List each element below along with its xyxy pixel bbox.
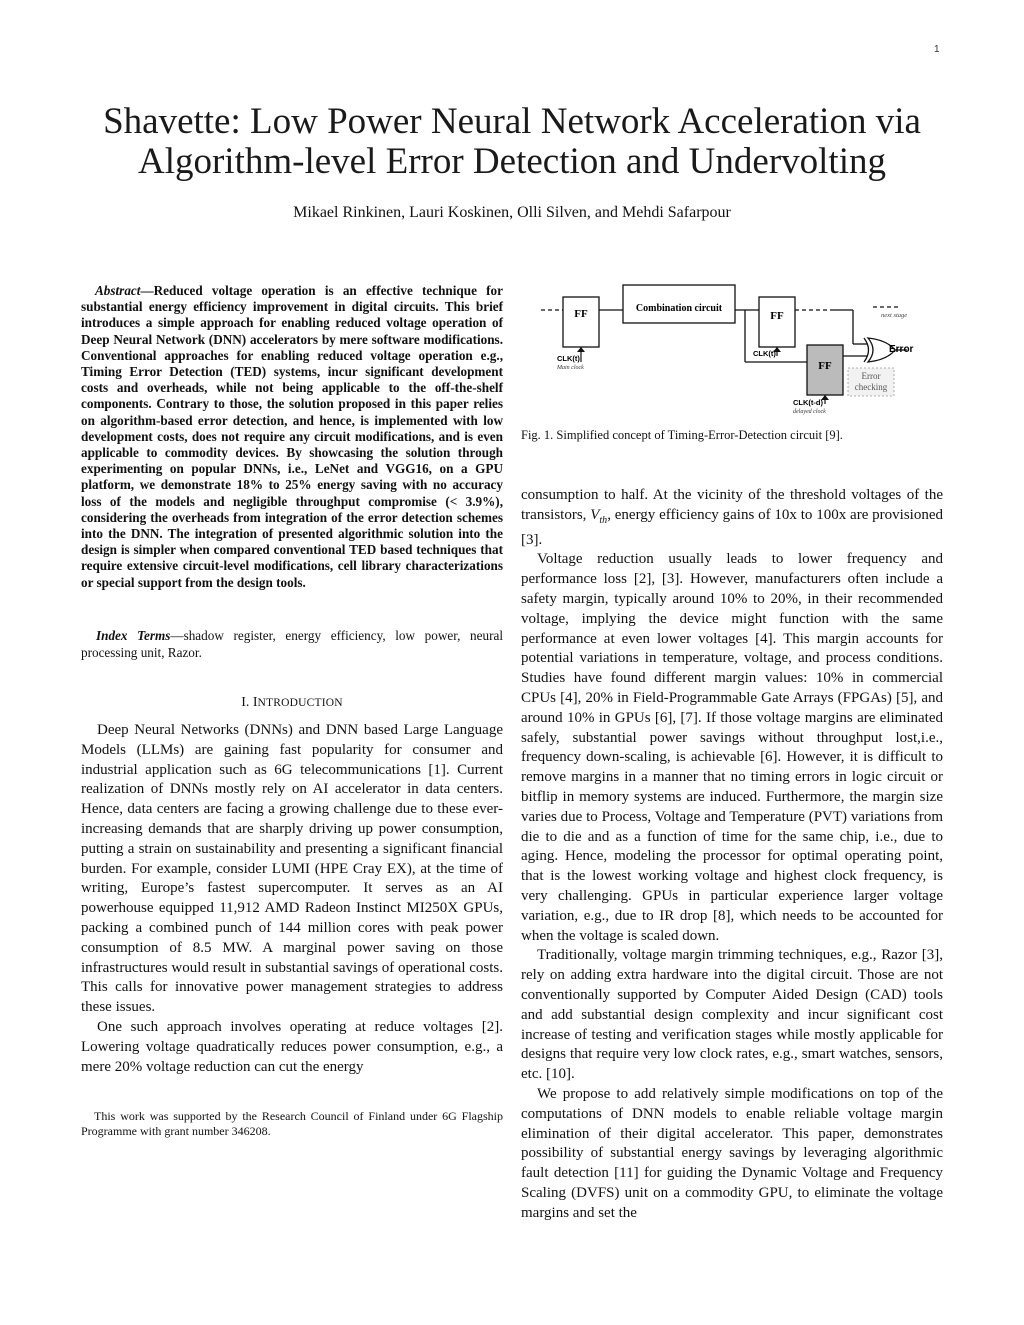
main-clock-label: Main clock bbox=[557, 365, 584, 371]
author-list: Mikael Rinkinen, Lauri Koskinen, Olli Silven, and Mehdi Safarpour bbox=[293, 204, 731, 221]
ff-shadow-label: FF bbox=[818, 360, 832, 372]
clk-t-label: CLK(t) bbox=[557, 354, 580, 363]
paragraph bbox=[521, 486, 943, 550]
intro-body-left bbox=[81, 721, 503, 1077]
xor-gate-back bbox=[864, 338, 869, 362]
ted-circuit-diagram bbox=[521, 280, 943, 420]
intro-body-right bbox=[521, 486, 943, 1223]
vth-subscript: th bbox=[599, 514, 608, 526]
index-terms-text: —shadow register, energy efficiency, low power, neural processing unit, Razor. bbox=[81, 628, 503, 660]
abstract-label: Abstract bbox=[95, 283, 141, 298]
paragraph: Traditionally, voltage margin trimming techniques, e.g., Razor [3], rely on adding extra hardware into the digital circuit. Those are not conventionally supported by Computer Aided Design (CAD) tools and add substantial design complexity and incur significant cost increase of testing and verification stages while mostly applicable for designs that require very low clock rates, e.g., smart watches, sensors, etc. [10]. bbox=[521, 947, 943, 1083]
error-label: Error bbox=[889, 344, 914, 355]
next-stage-label: next stage bbox=[881, 312, 908, 319]
paragraph: We propose to add relatively simple modifications on top of the computations of DNN models to enable reliable voltage margin elimination of their digital accelerator. This paper, demonstrates possibility of substantial energy savings by leveraging algorithmic fault detection [11] for guiding the Dynamic Voltage and Frequency Scaling (DVFS) unit on a commodity GPU, to eliminate the voltage margins and set the bbox=[521, 1085, 943, 1221]
clk-arrowhead bbox=[577, 347, 585, 352]
vth-symbol: V bbox=[590, 506, 600, 523]
section-name: NTRODUCTION bbox=[257, 697, 343, 709]
figure-ted-circuit bbox=[521, 280, 943, 420]
ff-mid-label: FF bbox=[770, 310, 784, 322]
paragraph: Deep Neural Networks (DNNs) and DNN based Large Language Models (LLMs) are gaining fast popularity for consumer and industrial application such as 6G telecommunications [1]. Current realization of DNNs mostly rely on AI accelerator in data centers. Hence, data centers are facing a growing challenge due to these ever-increasing demands that are sharply driving up power consumption, putting a strain on sustainability and presenting a significant financial burden. For example, consider LUMI (HPE Cray EX), at the time of writing, Europe’s fastest supercomputer. It serves as an AI powerhouse equipped 11,912 AMD Radeon Instinct MI250X GPUs, packing a combined punch of 144 million cores with peak power consumption of 8.5 MW. A marginal power saving on those infrastructures would result in substantial savings of operational costs. This calls for innovative power management strategies to address these issues. bbox=[81, 722, 503, 1016]
index-terms bbox=[81, 627, 503, 661]
clk-td-label: CLK(t-d) bbox=[793, 398, 823, 407]
title-line-1: Shavette: Low Power Neural Network Acceleration via bbox=[103, 101, 921, 142]
paragraph: Voltage reduction usually leads to lower frequency and performance loss [2], [3]. However, manufacturers often include a safety margin, typically around 10% to 20%, in their recommended voltage, implying the device might function with the same performance at even lower voltages [4]. This margin accounts for potential variations in temperature, voltage, and process conditions. Studies have found different margin values: 10% in commercial CPUs [4], 20% in Field-Programmable Gate Arrays (FPGAs) [5], and around 10% in GPUs [6], [7]. If those voltage margins are eliminated safely, substantial power savings without throughput lost,i.e., frequency down-scaling, is achievable [6]. However, it is difficult to remove margins in a manner that no timing errors in logic circuit or bitflip in memory systems are induced. Furthermore, the margin size varies due to Process, Voltage and Temperature (PVT) variations from die to die and as a function of time for the same chip, i.e., due to aging. Hence, modeling the processor for optimal operating point, that is the lowest working voltage and highest clock frequency, is very challenging. GPUs in particular experience larger voltage variation, e.g., due to IR drop [8], which needs to be accounted for when the voltage is scaled down. bbox=[521, 551, 943, 944]
figure-caption: Fig. 1. Simplified concept of Timing-Error-Detection circuit [9]. bbox=[521, 428, 843, 442]
abstract bbox=[81, 283, 503, 591]
section-heading-introduction bbox=[81, 694, 503, 712]
paper-title bbox=[60, 102, 964, 182]
paragraph-text: consumption to half. At the vicinity of the threshold voltages of the transistors, bbox=[521, 487, 943, 523]
index-terms-label: Index Terms bbox=[96, 628, 171, 643]
delayed-clock-label: delayed clock bbox=[793, 409, 826, 415]
error-checking-label-1: Error bbox=[861, 371, 881, 381]
clk-t2-label: CLK(t) bbox=[753, 349, 776, 358]
paragraph-text: , energy efficiency gains of 10x to 100x are provisioned [3]. bbox=[521, 506, 943, 548]
ff-left-box bbox=[563, 297, 599, 347]
title-line-2: Algorithm-level Error Detection and Undervolting bbox=[137, 141, 886, 182]
ff-mid-box bbox=[759, 297, 795, 347]
paragraph: One such approach involves operating at reduce voltages [2]. Lowering voltage quadratically reduces power consumption, e.g., a mere 20% voltage reduction can cut the energy bbox=[81, 1018, 503, 1075]
funding-footnote: This work was supported by the Research Council of Finland under 6G Flagship Programme with grant number 346208. bbox=[81, 1109, 503, 1138]
combination-circuit-label: Combination circuit bbox=[635, 303, 723, 314]
section-numeral: I. I bbox=[241, 695, 258, 710]
ff-left-label: FF bbox=[574, 308, 588, 320]
page-number: 1 bbox=[934, 44, 940, 55]
error-checking-label-2: checking bbox=[854, 382, 888, 392]
abstract-text: —Reduced voltage operation is an effective technique for substantial energy efficiency improvement in digital circuits. This brief introduces a simple approach for enabling reduced voltage operation of Deep Neural Network (DNN) accelerators by mere software modifications. Conventional approaches for enabling reduced voltage operation e.g., Timing Error Detection (TED) systems, incur significant development costs and overheads, while not being applicable to the off-the-shelf components. Contrary to those, the solution proposed in this paper relies on algorithm-based error detection, and hence, is implemented with low development costs, does not require any circuit modifications, and is even applicable to commodity devices. By showcasing the solution through experimenting on popular DNNs, i.e., LeNet and VGG16, on a GPU platform, we demonstrate 18% to 25% energy saving with no accuracy loss of the models and negligible throughput compromise (< 3.9%), considering the overheads from integration of the error detection schemes into the DNN. The integration of presented algorithmic solution into the design is simpler when compared conventional TED based techniques that require extensive circuit-level modifications, cell library characterizations or special support from the design tools. bbox=[81, 283, 503, 590]
